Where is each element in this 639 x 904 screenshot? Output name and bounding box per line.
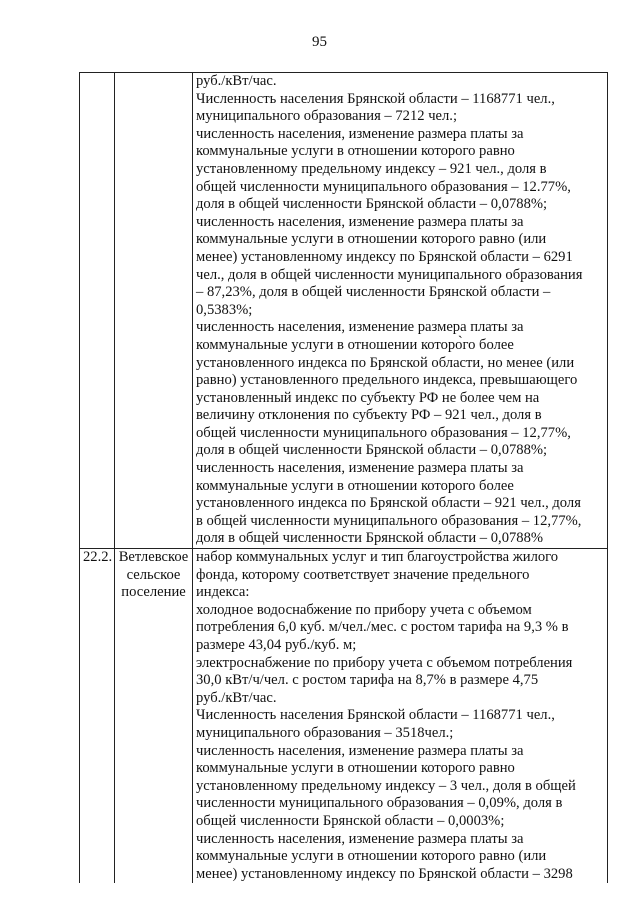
- row-number: 22.2.: [83, 549, 113, 566]
- description-line: руб./кВт/час.: [196, 73, 277, 89]
- description-line: численности муниципального образования – 0,09%, доля в: [196, 795, 563, 812]
- description-line: холодное водоснабжение по прибору учета с объемом: [196, 601, 532, 618]
- description-line: доля в общей численности Брянской области – 0,0788%;: [196, 442, 548, 459]
- description-line: набор коммунальных услуг и тип благоустройства жилого: [196, 549, 559, 566]
- description-line: индекса:: [196, 584, 250, 601]
- description-line: общей численности муниципального образования – 12,77%,: [196, 424, 571, 441]
- description-line: численность населения, изменение размера платы за: [196, 742, 524, 759]
- row-number-cell: [80, 549, 115, 884]
- table-row: [80, 549, 608, 884]
- description-line: установленного индекса по Брянской области – 921 чел., доля: [196, 495, 581, 512]
- description-line: коммунальные услуги в отношении которого равно (или: [196, 231, 547, 248]
- description-cell: [193, 73, 608, 549]
- description-line: установленного индекса по Брянской области, но менее (или: [196, 354, 575, 371]
- description-line: численность населения, изменение размера платы за: [196, 830, 524, 847]
- settlement-name-line: сельское: [126, 566, 181, 583]
- description-line: коммунальные услуги в отношении которого более: [196, 477, 514, 494]
- description-line: – 87,23%, доля в общей численности Брянской области –: [196, 284, 551, 301]
- description-cell: [193, 549, 608, 884]
- description-line: Численность населения Брянской области – 1168771 чел.,: [196, 707, 555, 724]
- description-line: менее) установленному индексу по Брянской области – 6291: [196, 248, 573, 265]
- description-line: равно) установленного предельного индекса, превышающего: [196, 372, 578, 389]
- description-line: установленный индекс по субъекту РФ не более чем на: [196, 389, 540, 406]
- description-line: общей численности Брянской области – 0,0003%;: [196, 812, 505, 829]
- description-line: коммунальные услуги в отношении которо̀го более: [196, 336, 514, 353]
- description-line: величину отклонения по субъекту РФ – 921 чел., доля в: [196, 407, 542, 424]
- description-line: 0,5383%;: [196, 301, 253, 318]
- settlement-name-cell: [115, 549, 193, 884]
- description-line: установленному предельному индексу – 3 чел., доля в общей: [196, 777, 576, 794]
- description-line: общей численности муниципального образования – 12.77%,: [196, 178, 571, 195]
- table-row: [80, 73, 608, 549]
- document-table: [79, 72, 608, 883]
- description-line: коммунальные услуги в отношении которого равно: [196, 760, 515, 777]
- settlement-name-line: Ветлевское: [118, 549, 189, 566]
- description-line: численность населения, изменение размера платы за: [196, 213, 524, 230]
- description-line: 30,0 кВт/ч/чел. с ростом тарифа на 8,7% в размере 4,75: [196, 672, 539, 689]
- description-line: руб./кВт/час.: [196, 689, 277, 706]
- table-body: [80, 73, 608, 884]
- description-line: численность населения, изменение размера платы за: [196, 460, 524, 477]
- settlement-name-cell: [115, 73, 193, 549]
- description-line: размере 43,04 руб./куб. м;: [196, 637, 357, 653]
- page-number: 95: [312, 34, 327, 50]
- description-line: коммунальные услуги в отношении которого равно: [196, 143, 515, 160]
- description-line: установленному предельному индексу – 921 чел., доля в: [196, 160, 547, 177]
- description-line: электроснабжение по прибору учета с объемом потребления: [196, 654, 573, 671]
- description-line: муниципального образования – 3518чел.;: [196, 724, 454, 741]
- description-line: потребления 6,0 куб. м/чел./мес. с ростом тарифа на 9,3 % в: [196, 619, 569, 636]
- description-line: Численность населения Брянской области – 1168771 чел.,: [196, 90, 555, 107]
- description-line: коммунальные услуги в отношении которого равно (или: [196, 848, 547, 865]
- settlement-name-line: поселение: [121, 584, 186, 601]
- description-line: численность населения, изменение размера платы за: [196, 125, 524, 142]
- row-number-cell: [80, 73, 115, 549]
- description-line: муниципального образования – 7212 чел.;: [196, 108, 458, 125]
- description-line: менее) установленному индексу по Брянской области – 3298: [196, 865, 573, 882]
- description-line: доля в общей численности Брянской области – 0,0788%;: [196, 196, 548, 213]
- description-line: численность населения, изменение размера платы за: [196, 319, 524, 336]
- description-line: доля в общей численности Брянской области – 0,0788%: [196, 530, 544, 547]
- description-line: фонда, которому соответствует значение предельного: [196, 566, 530, 583]
- description-line: в общей численности муниципального образования – 12,77%,: [196, 512, 582, 529]
- description-line: чел., доля в общей численности муниципального образования: [196, 266, 583, 283]
